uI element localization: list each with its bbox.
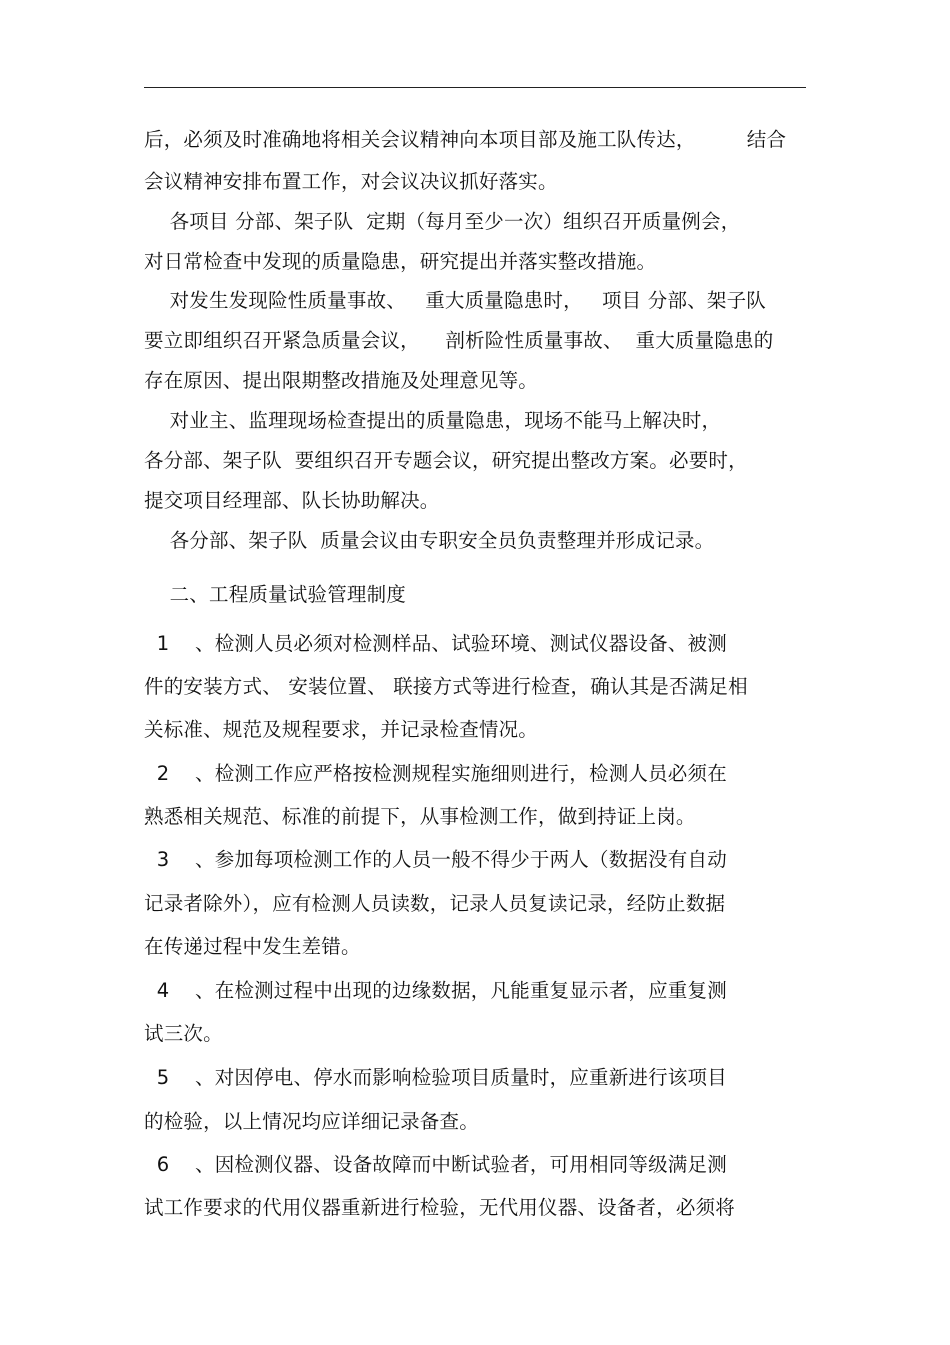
text-line: 3 、参加每项检测工作的人员一般不得少于两人（数据没有自动: [144, 848, 727, 871]
text-line: 记录者除外），应有检测人员读数，记录人员复读记录，经防止数据: [144, 892, 726, 915]
text-line: 熟悉相关规范、标准的前提下，从事检测工作，做到持证上岗。: [144, 805, 696, 828]
text-line: 对日常检查中发现的质量隐患，研究提出并落实整改措施。: [144, 250, 657, 273]
text-line: 4 、在检测过程中出现的边缘数据，凡能重复显示者，应重复测: [144, 979, 727, 1002]
text-line: 2 、检测工作应严格按检测规程实施细则进行，检测人员必须在: [144, 762, 727, 785]
text-line: 后，必须及时准确地将相关会议精神向本项目部及施工队传达， 结合: [144, 128, 787, 151]
text-line: 6 、因检测仪器、设备故障而中断试验者，可用相同等级满足测: [144, 1153, 727, 1176]
text-line: 在传递过程中发生差错。: [144, 935, 361, 958]
text-line: 对发生发现险性质量事故、 重大质量隐患时， 项目 分部、架子队: [144, 289, 766, 312]
text-line: 试三次。: [144, 1022, 223, 1045]
section-heading: 二、工程质量试验管理制度: [144, 583, 406, 606]
text-line: 试工作要求的代用仪器重新进行检验，无代用仪器、设备者，必须将: [144, 1196, 736, 1219]
text-line: 对业主、监理现场检查提出的质量隐患，现场不能马上解决时，: [144, 409, 722, 432]
text-line: 的检验，以上情况均应详细记录备查。: [144, 1110, 479, 1133]
text-line: 要立即组织召开紧急质量会议， 剖析险性质量事故、 重大质量隐患的: [144, 329, 774, 352]
text-line: 5 、对因停电、停水而影响检验项目质量时，应重新进行该项目: [144, 1066, 727, 1089]
text-line: 件的安装方式、 安装位置、 联接方式等进行检查，确认其是否满足相: [144, 675, 748, 698]
text-line: 各分部、架子队 要组织召开专题会议，研究提出整改方案。必要时，: [144, 449, 748, 472]
text-line: 存在原因、提出限期整改措施及处理意见等。: [144, 369, 539, 392]
text-line: 各项目 分部、架子队 定期（每月至少一次）组织召开质量例会，: [144, 210, 741, 233]
text-line: 提交项目经理部、队长协助解决。: [144, 489, 440, 512]
text-line: 关标准、规范及规程要求，并记录检查情况。: [144, 718, 539, 741]
text-line: 各分部、架子队 质量会议由专职安全员负责整理并形成记录。: [144, 529, 715, 552]
text-line: 1 、检测人员必须对检测样品、试验环境、测试仪器设备、被测: [144, 632, 727, 655]
header-rule: [144, 87, 806, 88]
text-line: 会议精神安排布置工作，对会议决议抓好落实。: [144, 170, 558, 193]
